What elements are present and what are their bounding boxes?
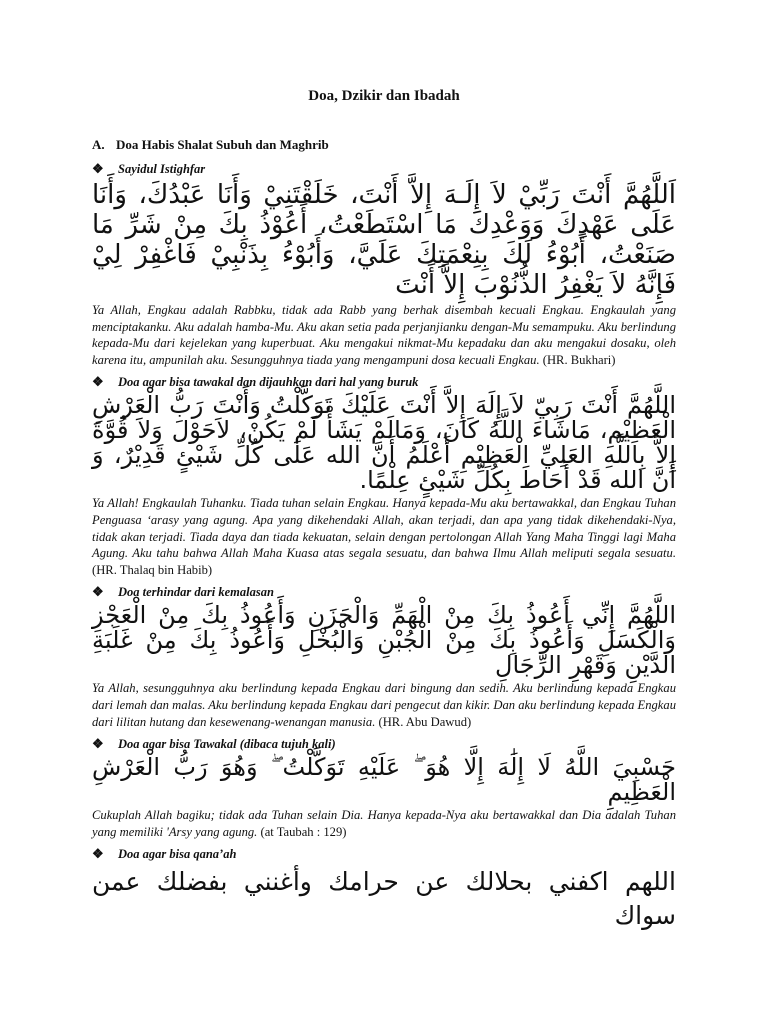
prayer-heading-text: Sayidul Istighfar [118, 161, 206, 176]
document-title: Doa, Dzikir dan Ibadah [308, 88, 460, 104]
translation [92, 302, 676, 368]
section-letter: A. [92, 137, 105, 152]
diamond-bullet-icon: ❖ [92, 374, 104, 390]
translation [92, 495, 676, 578]
hadith-source: (HR. Abu Dawud) [378, 714, 472, 729]
diamond-bullet-icon: ❖ [92, 736, 104, 752]
arabic-text: اللَّهُمَّ أَنْتَ رَبِيّ لاَ إِلَهَ إِلاَّ أَنْتَ عَلَيْكَ تَوَكَّلْتُ وَأَنْتَ رَبُّ الْعَرْشِ الْعَظِيْمِ، مَاشَاءَ اللَّهُ كَانَ، وَمَالَمْ يَشَأْ لَمْ يَكُنْ، لاَحَوْلَ وَلاَ قُوَّةَ إِلاَّ بِاللَّهِ العَلِيِّ الْعَظِيْمِ أَعْلَمُ أَنَّ الله عَلَى كُلِّ شَيْئٍ قَدِيْرٌ، وَ أَنَّ الله قَدْ أَحَاطَ بِكُلِّ شَيْئٍ عِلْمًا. [92, 391, 676, 495]
translation-text: Ya Allah! Engkaulah Tuhanku. Tiada tuhan selain Engkau. Hanya kepada-Mu aku bertawakkal, dan Engkau Tuhan Penguasa ‘arasy yang agung. Apa yang dikehendaki Allah, akan terjadi, dan apa yang tidak dikehendaki-Nya, tidak akan terjadi. Tiada daya dan tiada kekuatan, selain dengan pertolongan Allah Yang Maha Tinggi lagi Maha Agung. Aku tahu bahwa Allah Maha Kuasa atas segala sesuatu, dan bahwa Ilmu Allah meliputi segala sesuatu. [92, 496, 676, 561]
prayer-qanaah [92, 846, 676, 933]
arabic-text: اللَّهُمَّ إِنِّي أَعُوذُ بِكَ مِنْ الْهَمِّ وَالْحَزَنِ وَأَعُوذُ بِكَ مِنْ الْعَجْزِ وَالْكَسَلِ وَأَعُوذُ بِكَ مِنْ الْجُبْنِ وَالْبُخْلِ وَأَعُوذُ بِكَ مِنْ غَلَبَةِ الدَّيْنِ وَقَهْرِ الرِّجَالِ [92, 601, 676, 680]
prayer-heading [92, 846, 676, 862]
prayer-heading-text: Doa terhindar dari kemalasan [118, 584, 274, 599]
diamond-bullet-icon: ❖ [92, 161, 104, 176]
translation-text: Ya Allah, sesungguhnya aku berlindung kepada Engkau dari bingung dan sedih. Aku berlindung kepada Engkau dari lemah dan malas. Aku berlindung kepada Engkau dari pengecut dan kikir. Dan aku berlindung kepada Engkau dari lilitan hutang dan kesewenang-wenangan manusia. [92, 681, 676, 729]
prayer-heading [92, 161, 676, 177]
prayer-heading [92, 374, 676, 390]
arabic-text: اَللَّهُمَّ أَنْتَ رَبِّيْ لاَ إِلَـهَ إِلاَّ أَنْتَ، خَلَقْتَنِيْ وَأَنَا عَبْدُكَ، وَأَنَا عَلَى عَهْدِكَ وَوَعْدِكَ مَا اسْتَطَعْتُ، أَعُوْذُ بِكَ مِنْ شَرِّ مَا صَنَعْتُ، أَبُوْءُ لَكَ بِنِعْمَتِكَ عَلَيَّ، وَأَبُوْءُ بِذَنْبِيْ فَاغْفِرْ لِيْ فَإِنَّهُ لاَ يَغْفِرُ الذُّنُوْبَ إِلاَّ أَنْتَ [92, 180, 676, 300]
translation-text: Cukuplah Allah bagiku; tidak ada Tuhan selain Dia. Hanya kepada-Nya aku bertawakkal dan Dia adalah Tuhan yang memiliki 'Arsy yang agung. [92, 808, 676, 839]
prayer-heading [92, 736, 676, 752]
translation [92, 680, 676, 730]
prayer-heading-text: Doa agar bisa tawakal dan dijauhkan dari hal yang buruk [118, 374, 419, 389]
diamond-bullet-icon: ❖ [92, 584, 104, 600]
hadith-source: (HR. Thalaq bin Habib) [92, 562, 213, 577]
prayer-tawakal-tujuh-kali [92, 736, 676, 840]
prayer-tawakal-dijauhkan-buruk [92, 374, 676, 578]
diamond-bullet-icon: ❖ [92, 846, 104, 862]
prayer-sayidul-istighfar [92, 161, 676, 368]
quran-source: (at Taubah : 129) [260, 824, 347, 839]
section-heading [92, 137, 676, 153]
arabic-text: حَسْبِيَ اللَّهُ لَا إِلَٰهَ إِلَّا هُوَ ۖ عَلَيْهِ تَوَكَّلْتُ ۖ وَهُوَ رَبُّ الْعَرْشِ الْعَظِيمِ [92, 753, 676, 807]
prayer-heading [92, 584, 676, 600]
section-title: Doa Habis Shalat Subuh dan Maghrib [116, 137, 329, 152]
prayer-heading-text: Doa agar bisa qana’ah [118, 846, 237, 861]
prayer-terhindar-kemalasan [92, 584, 676, 730]
prayer-heading-text: Doa agar bisa Tawakal (dibaca tujuh kali) [118, 736, 336, 751]
translation-text: Ya Allah, Engkau adalah Rabbku, tidak ada Rabb yang berhak disembah kecuali Engkau. Engkaulah yang menciptakanku. Aku adalah hamba-Mu. Aku akan setia pada perjanjianku dengan-Mu semampuku. Aku berlindung kepada-Mu dari kejelekan yang kuperbuat. Aku mengakui nikmat-Mu kepadaku dan aku mengakui dosaku, oleh karena itu, ampunilah aku. Sesungguhnya tiada yang mengampuni dosa kecuali Engkau. [92, 303, 676, 367]
translation [92, 807, 676, 840]
arabic-text: اللهم اكفني بحلالك عن حرامك وأغنني بفضلك عمن سواك [92, 867, 676, 931]
hadith-source: (HR. Bukhari) [542, 352, 616, 367]
